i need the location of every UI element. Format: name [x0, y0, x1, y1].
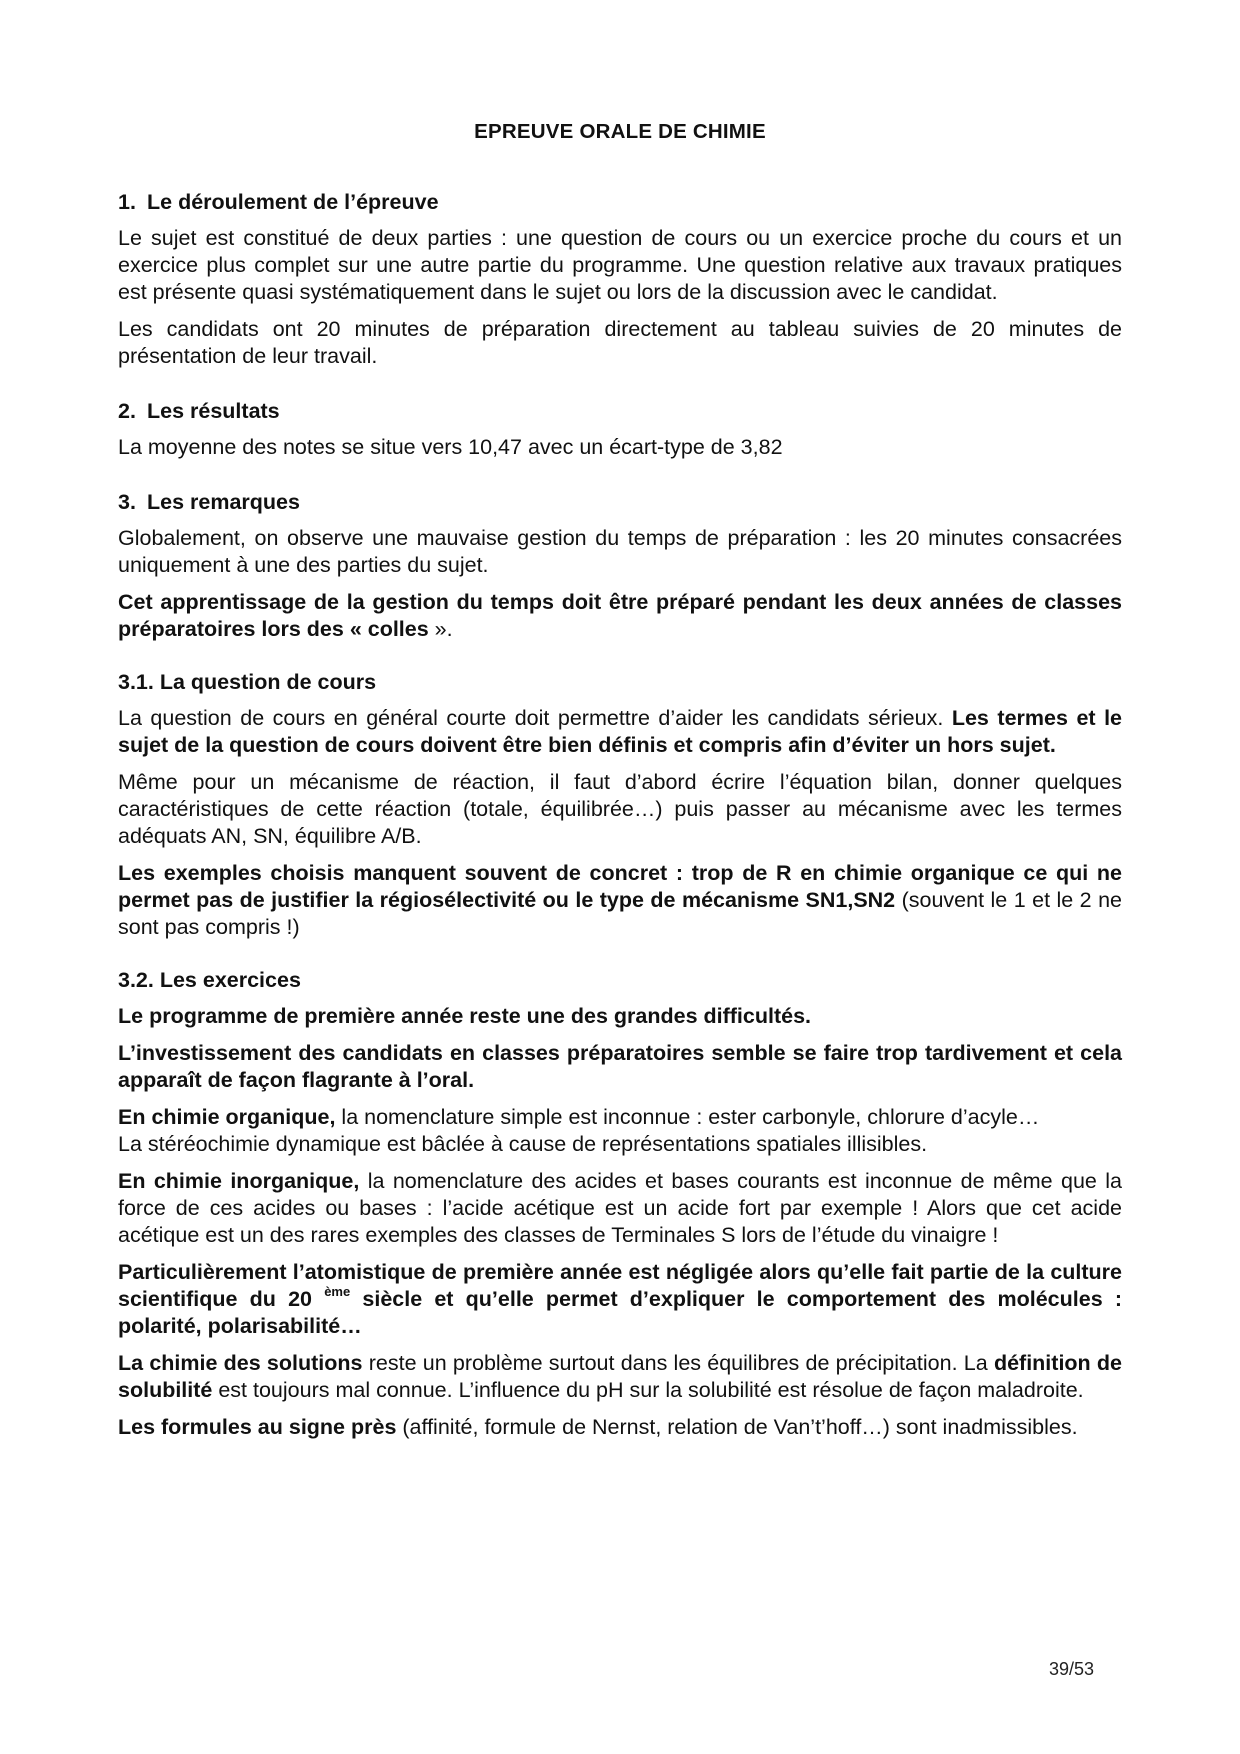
section-3-2-paragraph-2: [118, 1040, 1122, 1094]
section-3-2-paragraph-6-bold-a: La chimie des solutions: [118, 1351, 363, 1375]
section-2-number: 2.: [118, 399, 136, 423]
section-3-2-paragraph-5-bold-a: Particulièrement l’atomistique de première année est négligée alors qu’elle fait partie de la culture scientifique du 20: [118, 1260, 1122, 1311]
page-title: EPREUVE ORALE DE CHIMIE: [474, 120, 766, 143]
section-2-paragraph-1: La moyenne des notes se situe vers 10,47 avec un écart-type de 3,82: [118, 435, 783, 459]
section-1-heading: [118, 189, 1122, 216]
section-3-2-paragraph-3-bold: En chimie organique,: [118, 1105, 336, 1129]
page-content: [118, 118, 1122, 1451]
section-3-paragraph-2: [118, 589, 1122, 643]
section-3-paragraph-2-rest: ».: [428, 617, 453, 641]
section-3-2-paragraph-6-text-b: est toujours mal connue. L’influence du pH sur la solubilité est résolue de façon maladroite.: [212, 1378, 1084, 1402]
section-3-paragraph-2-bold: Cet apprentissage de la gestion du temps doit être préparé pendant les deux années de classes préparatoires lors des « colles: [118, 590, 1122, 641]
section-3-2-paragraph-5-superscript: ème: [324, 1284, 351, 1299]
section-3-2-paragraph-5: [118, 1259, 1122, 1340]
section-3-1-paragraph-2: Même pour un mécanisme de réaction, il faut d’abord écrire l’équation bilan, donner quelques caractéristiques de cette réaction (totale, équilibrée…) puis passer au mécanisme avec les termes adéquats AN, SN, équilibre A/B.: [118, 770, 1122, 848]
section-1-title: Le déroulement de l’épreuve: [147, 190, 439, 214]
section-3-2-paragraph-6-text-a: reste un problème surtout dans les équilibres de précipitation. La: [362, 1351, 994, 1375]
section-3-1-paragraph-1-bold: Les termes et le sujet de la question de cours doivent être bien définis et compris afin d’éviter un hors sujet.: [118, 706, 1123, 757]
section-3-2-paragraph-1: [118, 1003, 1122, 1030]
section-3-1-paragraph-3-bold: Les exemples choisis manquent souvent de concret : trop de R en chimie organique ce qui ne permet pas de justifier la régiosélectivité ou le type de mécanisme SN1,SN2: [118, 861, 1122, 912]
section-3-heading: [118, 489, 1122, 516]
section-3-1-paragraph-1: [118, 705, 1122, 759]
section-3-2-paragraph-3-line-1: la nomenclature simple est inconnue : ester carbonyle, chlorure d’acyle…: [335, 1105, 1040, 1129]
section-3-2-paragraph-1-bold: Le programme de première année reste une des grandes difficultés.: [118, 1004, 812, 1028]
section-3-1-paragraph-3-rest: (souvent le 1 et le 2 ne sont pas compris !): [118, 888, 1122, 939]
section-3-2-paragraph-7-bold: Les formules au signe près: [118, 1415, 397, 1439]
section-1-number: 1.: [118, 190, 136, 214]
page-number: 39/53: [1048, 1659, 1094, 1679]
section-1-paragraph-1: Le sujet est constitué de deux parties : une question de cours ou un exercice proche du cours et un exercice plus complet sur une autre partie du programme. Une question relative aux travaux pratiques est présente quasi systématiquement dans le sujet ou lors de la discussion avec le candidat.: [118, 226, 1122, 304]
section-3-2-paragraph-3: [118, 1104, 1122, 1158]
section-3-1-heading: 3.1. La question de cours: [118, 670, 377, 694]
section-3-2-paragraph-4-rest: la nomenclature des acides et bases courants est inconnue de même que la force de ces acides ou bases : l’acide acétique est un acide fort par exemple ! Alors que cet acide acétique est un des rares exemples des classes de Terminales S lors de l’étude du vinaigre !: [118, 1169, 1122, 1247]
section-3-1-paragraph-1-text: La question de cours en général courte doit permettre d’aider les candidats sérieux.: [118, 706, 952, 730]
section-3-2-paragraph-4-bold: En chimie inorganique,: [118, 1169, 360, 1193]
section-3-2-paragraph-3-line-2: La stéréochimie dynamique est bâclée à cause de représentations spatiales illisibles.: [118, 1132, 928, 1156]
section-3-2-paragraph-2-bold: L’investissement des candidats en classes préparatoires semble se faire trop tardivement et cela apparaît de façon flagrante à l’oral.: [118, 1041, 1122, 1092]
section-3-paragraph-1: Globalement, on observe une mauvaise gestion du temps de préparation : les 20 minutes consacrées uniquement à une des parties du sujet.: [118, 526, 1122, 577]
section-3-2-paragraph-7: [118, 1414, 1122, 1441]
section-3-2-paragraph-6: [118, 1350, 1122, 1404]
section-3-title: Les remarques: [147, 490, 300, 514]
section-3-2-paragraph-4: [118, 1168, 1122, 1249]
section-3-2-paragraph-5-bold-b: siècle et qu’elle permet d’expliquer le comportement des molécules : polarité, polarisabilité…: [118, 1287, 1122, 1338]
section-3-2-paragraph-7-rest: (affinité, formule de Nernst, relation de Van’t’hoff…) sont inadmissibles.: [396, 1415, 1078, 1439]
section-2-heading: [118, 398, 1122, 425]
section-3-2-heading: 3.2. Les exercices: [118, 968, 301, 992]
section-3-number: 3.: [118, 490, 136, 514]
section-3-2-paragraph-6-bold-b: définition de solubilité: [118, 1351, 1123, 1402]
section-3-1-paragraph-3: [118, 860, 1122, 941]
section-2-title: Les résultats: [147, 399, 280, 423]
section-1-paragraph-2: Les candidats ont 20 minutes de préparation directement au tableau suivies de 20 minutes de présentation de leur travail.: [118, 317, 1122, 368]
